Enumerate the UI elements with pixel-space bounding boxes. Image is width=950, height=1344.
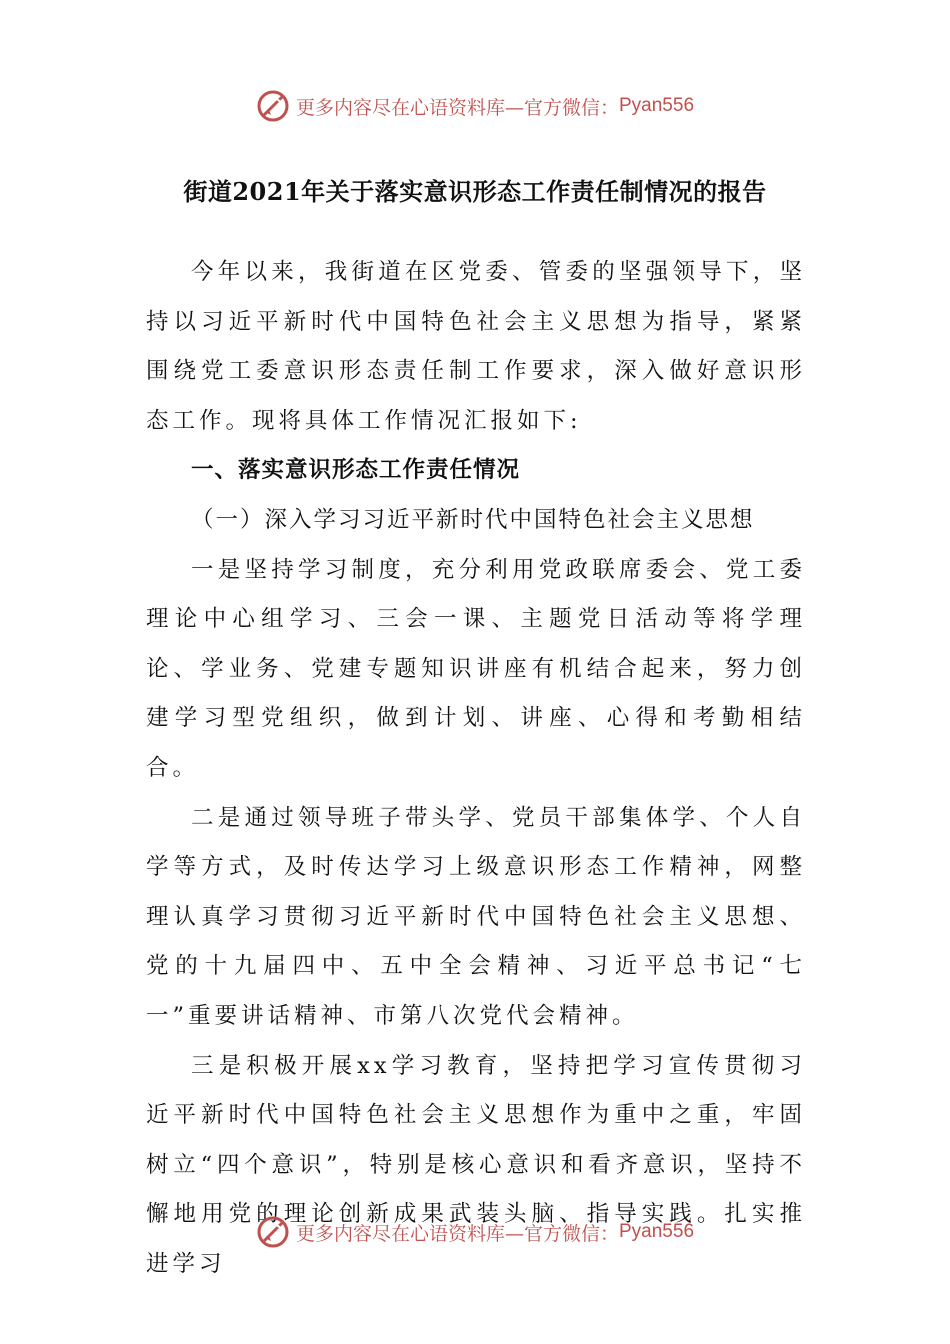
watermark-text: 更多内容尽在心语资料库—官方微信： — [295, 1222, 619, 1245]
pen-logo-icon — [256, 1215, 290, 1249]
watermark-text: 更多内容尽在心语资料库—官方微信： — [295, 96, 619, 119]
pen-logo-icon — [256, 89, 290, 123]
body-paragraph-1: 一是坚持学习制度，充分利用党政联席委会、党工委理论中心组学习、三会一课、主题党日活动等将学理论、学业务、党建专题知识讲座有机结合起来，努力创建学习型党组织，做到计划、讲座、心得和考勤相结合。 — [146, 556, 806, 781]
intro-paragraph: 今年以来，我街道在区党委、管委的坚强领导下，坚持以习近平新时代中国特色社会主义思想为指导，紧紧围绕党工委意识形态责任制工作要求，深入做好意识形态工作。现将具体工作情况汇报如下: — [146, 259, 806, 434]
watermark-footer — [0, 1212, 950, 1252]
body-paragraph-2: 二是通过领导班子带头学、党员干部集体学、个人自学等方式，及时传达学习上级意识形态工作精神，网整理认真学习贯彻习近平新时代中国特色社会主义思想、党的十九届四中、五中全会精神、习近平总书记“七一”重要讲话精神、市第八次党代会精神。 — [146, 804, 806, 1029]
watermark-header — [0, 86, 950, 126]
watermark-wechat-id: Pyan556 — [619, 95, 695, 116]
subsection-heading: （一）深入学习习近平新时代中国特色社会主义思想 — [191, 506, 755, 533]
watermark-wechat-id: Pyan556 — [619, 1221, 695, 1242]
document-title: 街道2021年关于落实意识形态工作责任制情况的报告 — [183, 177, 767, 206]
body-paragraph-3: 三是积极开展xx学习教育，坚持把学习宣传贯彻习近平新时代中国特色社会主义思想作为重中之重，牢固树立“四个意识”，特别是核心意识和看齐意识，坚持不懈地用党的理论创新成果武装头脑、指导实践。扎实推进学习 — [146, 1052, 806, 1277]
section-heading: 一、落实意识形态工作责任情况 — [191, 457, 521, 484]
document-body — [146, 248, 806, 1289]
